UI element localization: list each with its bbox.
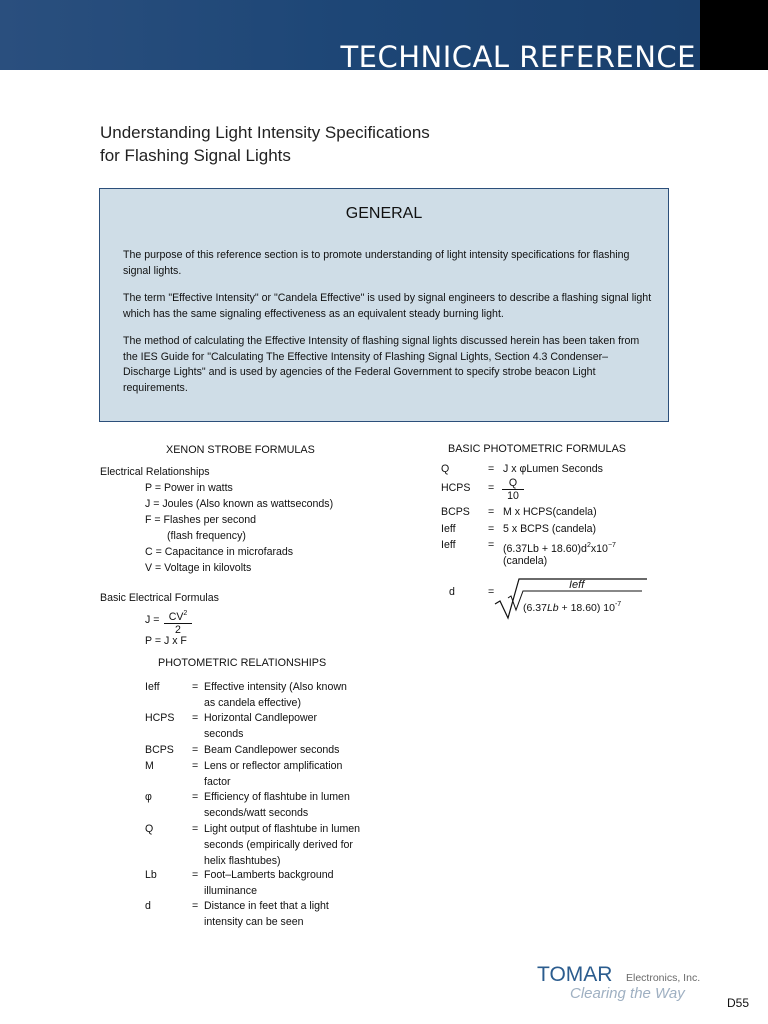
general-paragraph-1: The purpose of this reference section is to promote understanding of light intensity specifications for flashing signal lights. bbox=[123, 249, 630, 277]
basic-electrical-heading: Basic Electrical Formulas bbox=[100, 592, 219, 604]
photometric-equals: = bbox=[192, 681, 199, 693]
bcps-symbol: BCPS bbox=[441, 506, 470, 518]
hcps-symbol: HCPS bbox=[441, 482, 471, 494]
photometric-equals: = bbox=[192, 760, 199, 772]
photometric-symbol: Lb bbox=[145, 869, 157, 881]
ieff2-part: x10 bbox=[590, 543, 608, 555]
joule-exponent: 2 bbox=[183, 610, 188, 617]
d-denominator bbox=[523, 597, 621, 617]
photometric-symbol: φ bbox=[145, 791, 152, 803]
photometric-definition: Lens or reflector amplification bbox=[204, 760, 343, 772]
ieff2-exponent: −7 bbox=[607, 542, 616, 549]
photometric-definition: Distance in feet that a light bbox=[204, 900, 329, 912]
document-title-line1: Understanding Light Intensity Specifications bbox=[100, 123, 430, 142]
elec-line: J = Joules (Also known as wattseconds) bbox=[145, 498, 334, 510]
hcps-fraction bbox=[502, 477, 524, 503]
photometric-definition: seconds bbox=[204, 728, 244, 740]
photometric-definition: Foot–Lamberts background bbox=[204, 869, 334, 881]
d-denominator-exponent: -7 bbox=[614, 601, 622, 608]
general-paragraph-2: The term "Effective Intensity" or "Candela Effective" is used by signal engineers to describe a flashing signal light which has the same signaling effectiveness as an equivalent steady burning light. bbox=[123, 292, 652, 320]
ieff2-unit: (candela) bbox=[503, 555, 548, 567]
photometric-definition: Effective intensity (Also known bbox=[204, 681, 347, 693]
photometric-definition: Horizontal Candlepower bbox=[204, 712, 318, 724]
bcps-formula: M x HCPS(candela) bbox=[503, 506, 597, 518]
document-title bbox=[100, 121, 430, 167]
photometric-equals: = bbox=[192, 791, 199, 803]
photometric-heading: PHOTOMETRIC RELATIONSHIPS bbox=[158, 657, 327, 669]
photometric-symbol: M bbox=[145, 760, 154, 772]
photometric-symbol: BCPS bbox=[145, 744, 174, 756]
photometric-definition: seconds/watt seconds bbox=[204, 807, 309, 819]
general-heading: GENERAL bbox=[345, 205, 423, 222]
ieff1-equals: = bbox=[488, 523, 495, 535]
photometric-equals: = bbox=[192, 823, 199, 835]
electrical-relationships-heading: Electrical Relationships bbox=[100, 466, 210, 478]
d-denominator-lb: Lb bbox=[546, 602, 559, 614]
xenon-heading: XENON STROBE FORMULAS bbox=[166, 444, 315, 456]
photometric-definition: illuminance bbox=[204, 885, 257, 897]
joule-numerator: CV bbox=[168, 611, 184, 623]
power-formula: P = J x F bbox=[145, 635, 187, 647]
q-formula: J x φLumen Seconds bbox=[503, 463, 603, 475]
logo-subtitle: Electronics, Inc. bbox=[626, 972, 701, 984]
general-paragraph-3: The method of calculating the Effective Intensity of flashing signal lights discussed herein has been taken from the IES Guide for "Calculating The Effective Intensity of Flashing Signal Lights, Section 4.3 Condenser–Discharge Lights" and is used by agencies of the Federal Government to specify strobe beacon Light requirements. bbox=[123, 335, 640, 394]
photometric-equals: = bbox=[192, 712, 199, 724]
elec-line: V = Voltage in kilovolts bbox=[145, 562, 252, 574]
bcps-equals: = bbox=[488, 506, 495, 518]
elec-line: P = Power in watts bbox=[145, 482, 233, 494]
ieff1-symbol: Ieff bbox=[441, 523, 456, 535]
ieff2-part: (6.37Lb + 18.60)d bbox=[503, 543, 587, 555]
hcps-denominator: 10 bbox=[507, 490, 519, 502]
elec-line: C = Capacitance in microfarads bbox=[145, 546, 294, 558]
photometric-equals: = bbox=[192, 744, 199, 756]
photometric-equals: = bbox=[192, 900, 199, 912]
document-title-line2: for Flashing Signal Lights bbox=[100, 146, 291, 165]
joule-formula-lhs: J = bbox=[145, 614, 160, 626]
basic-photometric-heading: BASIC PHOTOMETRIC FORMULAS bbox=[448, 443, 626, 455]
ieff2-exponent: 2 bbox=[586, 542, 591, 549]
elec-line: F = Flashes per second bbox=[145, 514, 256, 526]
photometric-symbol: Ieff bbox=[145, 681, 160, 693]
d-denominator-part: + 18.60) 10 bbox=[558, 602, 615, 614]
elec-line: (flash frequency) bbox=[167, 530, 246, 542]
q-symbol: Q bbox=[441, 463, 450, 475]
hcps-equals: = bbox=[488, 482, 495, 494]
photometric-definition: Efficiency of flashtube in lumen bbox=[204, 791, 350, 803]
d-numerator: Ieff bbox=[569, 579, 585, 591]
page-number: D55 bbox=[727, 996, 750, 1010]
photometric-definition: intensity can be seen bbox=[204, 916, 304, 928]
photometric-definition: seconds (empirically derived for bbox=[204, 839, 353, 851]
ieff1-formula: 5 x BCPS (candela) bbox=[503, 523, 597, 535]
d-equals: = bbox=[488, 586, 495, 598]
tomar-logo: TOMAR bbox=[537, 963, 613, 986]
d-symbol: d bbox=[449, 586, 455, 598]
photometric-definition: as candela effective) bbox=[204, 697, 301, 709]
ieff2-symbol: Ieff bbox=[441, 539, 456, 551]
general-box bbox=[99, 188, 669, 422]
photometric-definition: Beam Candlepower seconds bbox=[204, 744, 340, 756]
joule-denominator: 2 bbox=[175, 624, 181, 636]
photometric-symbol: d bbox=[145, 900, 151, 912]
header-corner-block bbox=[700, 0, 768, 70]
logo-tagline: Clearing the Way bbox=[570, 985, 685, 1002]
ieff2-equals: = bbox=[488, 539, 495, 551]
d-denominator-part: (6.37 bbox=[523, 602, 547, 614]
q-equals: = bbox=[488, 463, 495, 475]
photometric-equals: = bbox=[192, 869, 199, 881]
header-title: TECHNICAL REFERENCE bbox=[340, 40, 696, 74]
hcps-numerator: Q bbox=[502, 477, 524, 490]
joule-fraction bbox=[164, 608, 192, 637]
photometric-definition: Light output of flashtube in lumen bbox=[204, 823, 361, 835]
photometric-symbol: Q bbox=[145, 823, 154, 835]
photometric-definition: factor bbox=[204, 776, 231, 788]
photometric-symbol: HCPS bbox=[145, 712, 175, 724]
photometric-definition: helix flashtubes) bbox=[204, 855, 281, 867]
